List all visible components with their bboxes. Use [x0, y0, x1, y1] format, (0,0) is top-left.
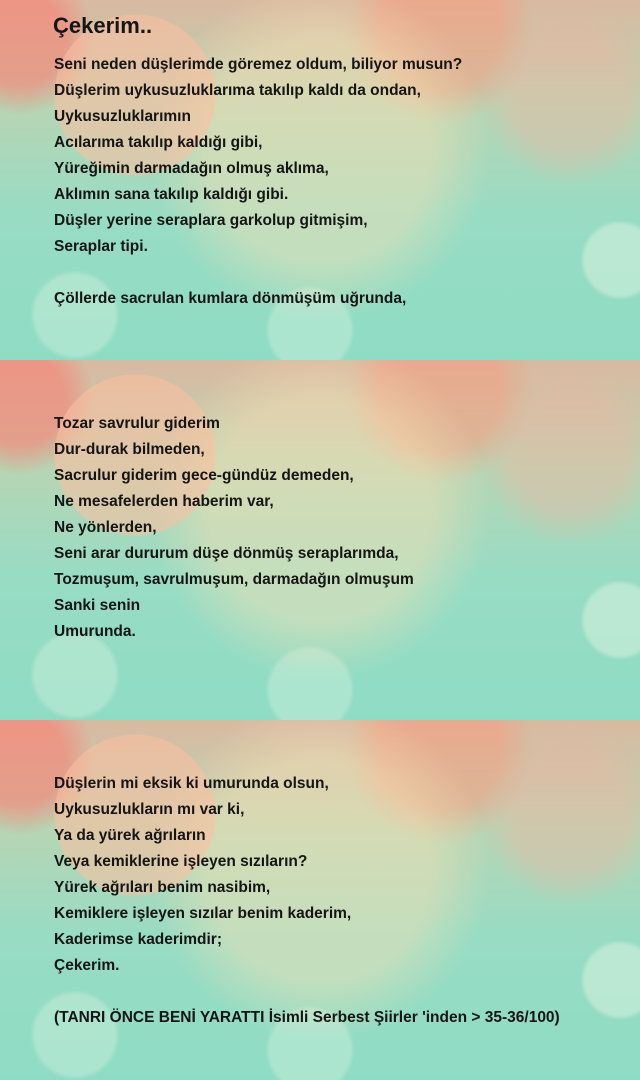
poem-line: Uykusuzluklarımın	[54, 108, 191, 125]
stanza-1	[54, 52, 462, 312]
poem-line: Seni neden düşlerimde göremez oldum, biliyor musun?	[54, 56, 463, 73]
poem-line: Düşler yerine seraplara garkolup gitmişim,	[54, 212, 368, 229]
poem-line: Dur-durak bilmeden,	[54, 441, 205, 458]
poem-panel-3	[0, 720, 640, 1080]
poem-line: Çekerim.	[54, 957, 120, 974]
poem-panel-2	[0, 360, 640, 720]
poem-line: Aklımın sana takılıp kaldığı gibi.	[54, 186, 289, 203]
poem-line: Yürek ağrıları benim nasibim,	[54, 879, 271, 896]
poem-line: Ne yönlerden,	[54, 519, 157, 536]
source-footer: (TANRI ÖNCE BENİ YARATTI İsimli Serbest Şiirler 'inden > 35-36/100)	[54, 1009, 560, 1026]
spacer	[54, 979, 560, 1005]
stanza-2	[54, 411, 414, 645]
poem-title: Çekerim..	[53, 13, 153, 38]
poem-line: Seraplar tipi.	[54, 238, 148, 255]
poem-line: Uykusuzlukların mı var ki,	[54, 801, 245, 818]
stanza-3	[54, 771, 560, 1031]
poem-line: Düşlerim uykusuzluklarıma takılıp kaldı da ondan,	[54, 82, 421, 99]
poem-line: Tozar savrulur giderim	[54, 415, 220, 432]
poem-line: Sacrulur giderim gece-gündüz demeden,	[54, 467, 354, 484]
poem-line: Kemiklere işleyen sızılar benim kaderim,	[54, 905, 352, 922]
poem-line: Acılarıma takılıp kaldığı gibi,	[54, 134, 263, 151]
poem-line: Veya kemiklerine işleyen sızıların?	[54, 853, 308, 870]
poem-line: Ne mesafelerden haberim var,	[54, 493, 274, 510]
poem-line: Kaderimse kaderimdir;	[54, 931, 222, 948]
poem-panel-1	[0, 0, 640, 360]
poem-line: Yüreğimin darmadağın olmuş aklıma,	[54, 160, 329, 177]
poem-line: Düşlerin mi eksik ki umurunda olsun,	[54, 775, 329, 792]
poem-line: Seni arar dururum düşe dönmüş seraplarımda,	[54, 545, 399, 562]
poem-line-blank	[54, 260, 462, 286]
poem-line: Ya da yürek ağrıların	[54, 827, 206, 844]
poem-line: Çöllerde sacrulan kumlara dönmüşüm uğrunda,	[54, 290, 407, 307]
poem-line: Sanki senin	[54, 597, 141, 614]
poem-line: Umurunda.	[54, 623, 136, 640]
poem-line: Tozmuşum, savrulmuşum, darmadağın olmuşum	[54, 571, 414, 588]
